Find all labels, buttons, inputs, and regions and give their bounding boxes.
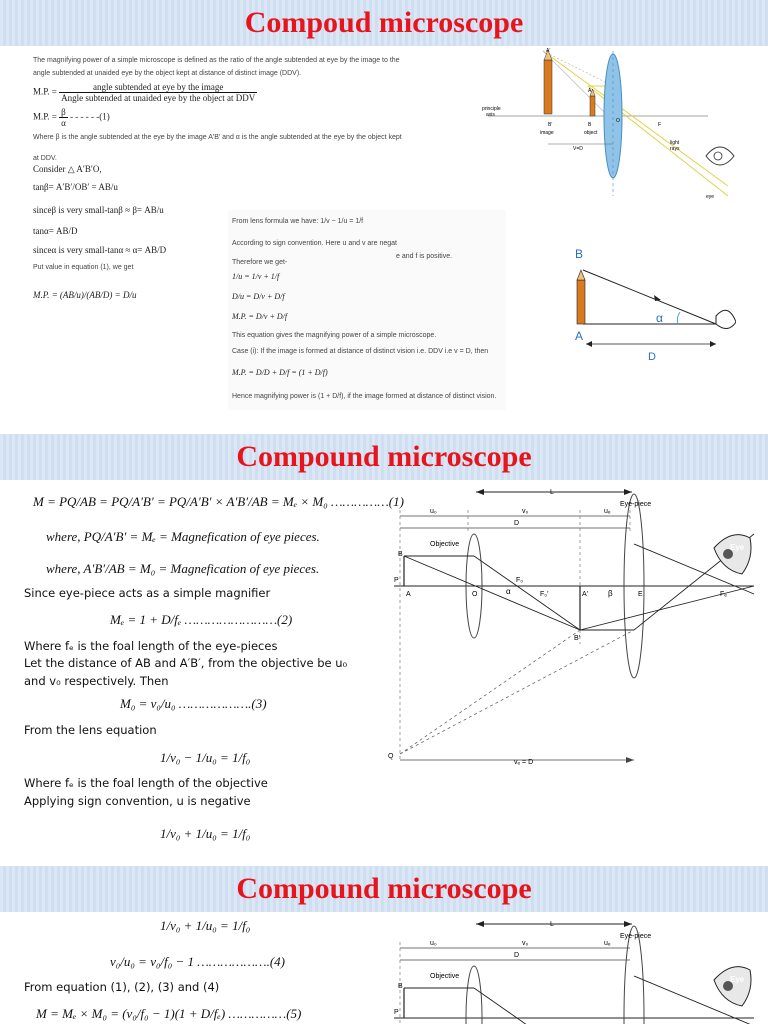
label-objective: Objective — [430, 973, 460, 980]
mp-definition: M.P. = $\frac{\text{angle subtended at eye by the image}}{\text{Angle subtended at unaided eye by the object at DDV}}$ — [33, 82, 256, 103]
label-u0: u₀ — [430, 508, 437, 515]
label-d: D — [514, 952, 520, 959]
label-b: B — [398, 983, 403, 990]
compound-microscope-diagram — [384, 484, 768, 774]
compound-microscope-diagram — [384, 916, 768, 1024]
equation-3: M₀ = v₀/u₀ ……………….(3) — [120, 696, 267, 711]
eq-c: M.P. = D/v + D/f — [232, 312, 288, 321]
since-eye-piece: Since eye-piece acts as a simple magnifier — [24, 586, 271, 600]
mp-ratio: M.P. = $\frac{\beta}{\alpha}$ - - - - - -(1) — [33, 107, 110, 128]
lens-equation-2: 1/v₀ + 1/u₀ = 1/f₀ — [160, 826, 251, 841]
from-equations: From equation (1), (2), (3) and (4) — [24, 980, 220, 994]
label-a: A — [588, 88, 592, 94]
eq-a: 1/u = 1/v + 1/f — [232, 272, 280, 281]
label-alpha: α — [656, 311, 663, 325]
label-fe: Fₑ — [720, 591, 727, 598]
slide-title: Compound microscope — [236, 440, 532, 473]
mp-case: M.P. = D/D + D/f = (1 + D/f) — [232, 368, 328, 377]
label-principle: principle — [482, 106, 501, 112]
label-o: O — [616, 118, 620, 124]
label-object: object — [584, 130, 598, 136]
where-eye-piece: where, PQ/A′B′ = Mₑ = Magnefication of eye pieces. — [46, 529, 320, 544]
label-l: L — [550, 921, 554, 928]
label-objective: Objective — [430, 541, 460, 548]
intro-line: The magnifying power of a simple microscope is defined as the ratio of the angle subtended at eye by the image to the — [33, 57, 400, 64]
label-fo: F₀ — [516, 577, 524, 584]
angle-diagram — [566, 244, 736, 366]
applying-sign: Applying sign convention, u is negative — [24, 794, 251, 808]
label-eye: eye — [706, 194, 715, 200]
eq-b: D/u = D/v + D/f — [232, 292, 285, 301]
label-eye: Eye — [730, 975, 745, 984]
label-b: B — [398, 551, 403, 558]
label-ue: uₑ — [604, 940, 611, 947]
label-l: L — [550, 489, 554, 496]
lens-equation: 1/v₀ + 1/u₀ = 1/f₀ — [160, 918, 251, 933]
label-d: D — [648, 351, 656, 363]
label-light: light — [670, 140, 680, 146]
label-eye-piece: Eye-piece — [620, 933, 652, 940]
where-line: Where β is the angle subtended at the eye by the image A′B′ and α is the angle subtended at the eye by the object kept — [33, 134, 402, 141]
let-distance: Let the distance of AB and A′B′, from the objective be u₀ — [24, 656, 348, 670]
label-b: B — [575, 247, 584, 261]
mp-result: M.P. = (AB/u)/(AB/D) = D/u — [33, 290, 137, 300]
tan-alpha: tanα= AB/D — [33, 226, 78, 236]
label-o: O — [472, 591, 478, 598]
label-a: A — [575, 329, 584, 343]
label-d: D — [514, 520, 520, 527]
from-lens: From the lens equation — [24, 723, 157, 737]
simple-microscope-diagram — [478, 46, 768, 216]
equation-5: M = Mₑ × M₀ = (v₀/f₀ − 1)(1 + D/fₑ) ……………(5) — [36, 1006, 302, 1021]
label-eye-piece: Eye-piece — [620, 501, 652, 508]
sign-convention-2: e and f is positive. — [396, 253, 453, 260]
label-e: E — [638, 591, 643, 598]
lens-formula: From lens formula we have: 1/v − 1/u = 1/f — [232, 218, 364, 225]
and-vo: and v₀ respectively. Then — [24, 674, 169, 688]
label-a: A — [406, 591, 411, 598]
where-fe: Where fₑ is the foal length of the eye-pieces — [24, 639, 278, 653]
this-equation: This equation gives the magnifying power of a simple microscope. — [232, 332, 437, 339]
label-p: P — [394, 577, 399, 584]
hence-line: Hence magnifying power is (1 + D/f), if the image formed at distance of distinct vision. — [232, 393, 497, 400]
consider: Consider △ A′B′O, — [33, 164, 102, 174]
tan-beta: tanβ= A′B′/OB′ = AB/u — [33, 182, 118, 192]
lens-equation: 1/v₀ − 1/u₀ = 1/f₀ — [160, 750, 251, 765]
equation-1: M = PQ/AB = PQ/A′B′ = PQ/A′B′ × A′B′/AB = Mₑ × M₀ ……………(1) — [33, 494, 404, 509]
since-alpha: sinceα is very small-tanα ≈ α= AB/D — [33, 245, 167, 255]
label-alpha: α — [506, 587, 511, 596]
label-v0: v₀ — [522, 508, 529, 515]
label-v-d: V=D — [573, 146, 583, 152]
put-value: Put value in equation (1), we get — [33, 264, 134, 271]
label-a-prime: A′ — [546, 48, 551, 54]
label-f: F — [658, 122, 662, 128]
label-beta: β — [608, 589, 613, 598]
where-objective: where, A′B′/AB = M₀ = Magnefication of eye pieces. — [46, 561, 320, 576]
since-beta: sinceβ is very small-tanβ ≈ β= AB/u — [33, 205, 164, 215]
label-rays: rays — [670, 146, 680, 152]
slide-3 — [0, 866, 768, 1024]
therefore: Therefore we get- — [232, 259, 288, 266]
label-image: image — [540, 130, 554, 136]
label-u0: u₀ — [430, 940, 437, 947]
label-a-prime: A′ — [582, 591, 588, 598]
label-b: B — [588, 122, 592, 128]
at-ddv: at DDV. — [33, 155, 57, 162]
label-b-prime: B′ — [574, 635, 580, 642]
label-p: P — [394, 1009, 399, 1016]
slide-2 — [0, 434, 768, 852]
label-ve-d: vₑ = D — [514, 759, 534, 766]
slide-title: Compoud microscope — [244, 6, 524, 39]
intro-line: angle subtended at unaided eye by the object kept at distance of distinct image (DDV). — [33, 70, 302, 77]
where-fo: Where fₑ is the foal length of the objective — [24, 776, 268, 790]
sign-convention: According to sign convention. Here u and v are negat — [232, 240, 397, 247]
label-axis: axis — [486, 112, 495, 118]
equation-4: v₀/u₀ = v₀/f₀ − 1 ……………….(4) — [110, 954, 286, 969]
label-fo-prime: F₀′ — [540, 591, 549, 598]
slide-title: Compound microscope — [236, 872, 532, 905]
slide-1 — [0, 0, 768, 420]
equation-2: Mₑ = 1 + D/fₑ ……………………(2) — [110, 612, 293, 627]
case-line: Case (i): If the image is formed at distance of distinct vision i.e. DDV i.e v = D, then — [232, 348, 489, 355]
label-b-prime: B′ — [548, 122, 553, 128]
label-q: Q — [388, 753, 394, 760]
label-ue: uₑ — [604, 508, 611, 515]
label-eye: Eye — [730, 543, 745, 552]
label-v0: v₀ — [522, 940, 529, 947]
